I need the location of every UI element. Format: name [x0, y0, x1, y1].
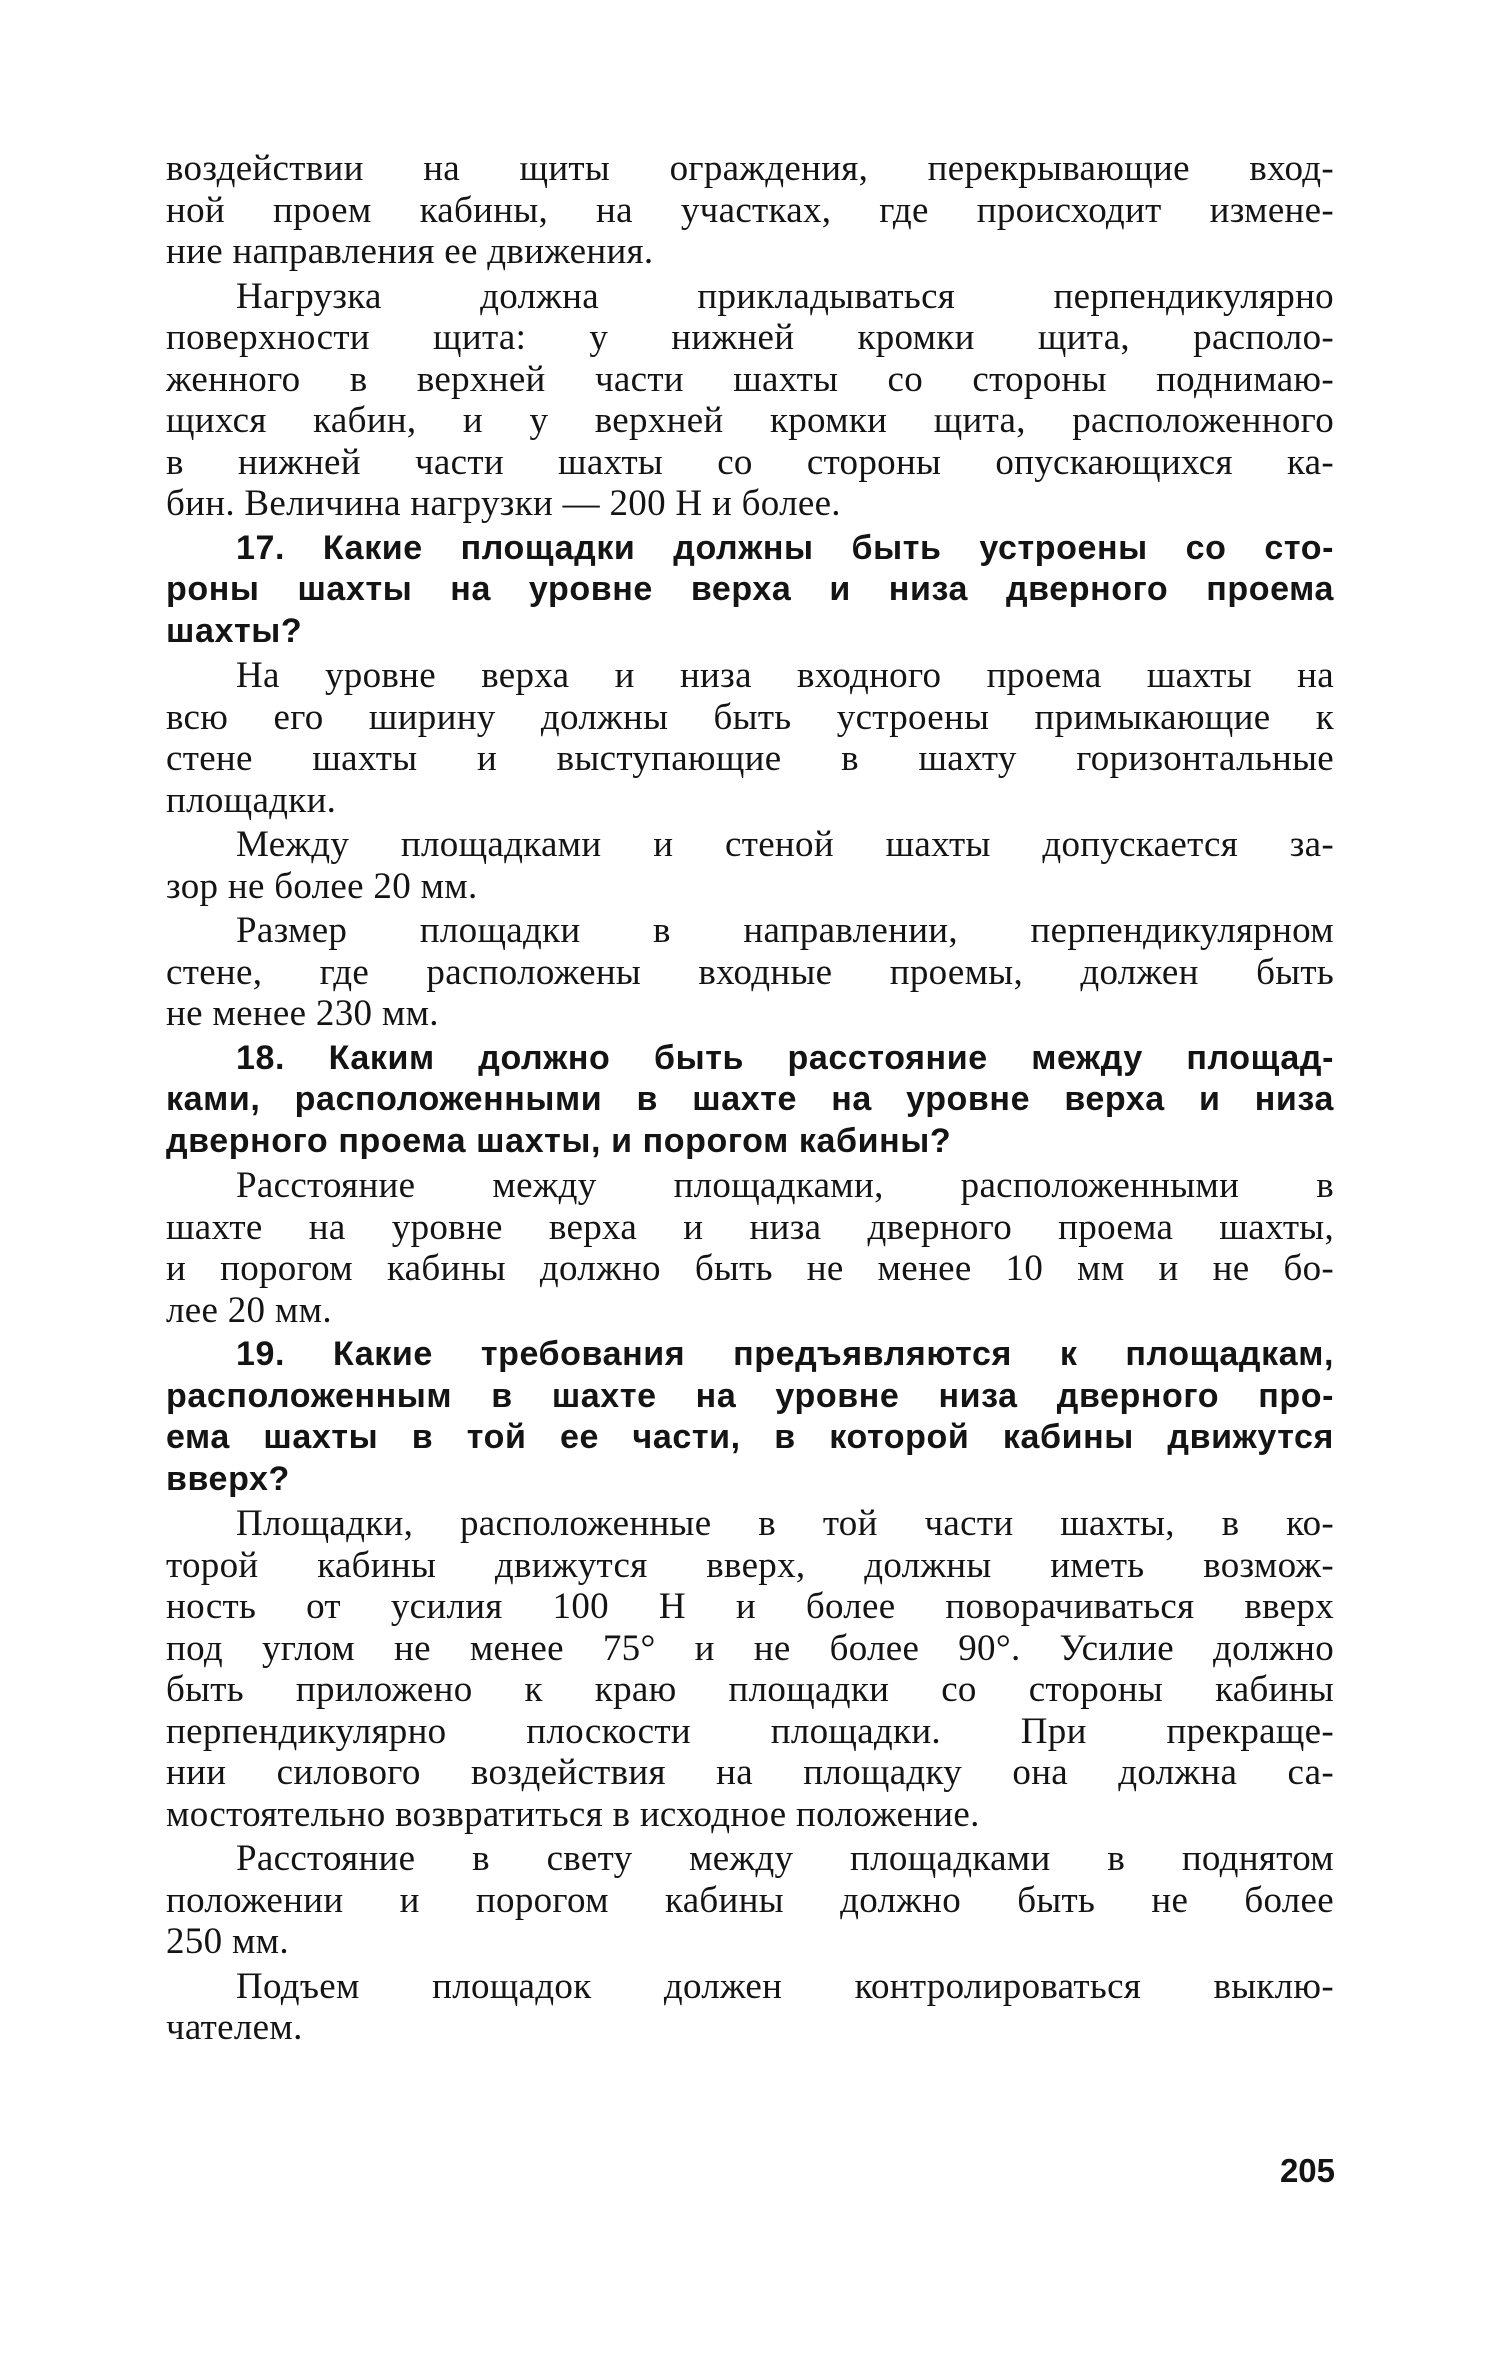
- text-line: стене шахты и выступающие в шахту горизонтальные: [166, 738, 1334, 779]
- text-line: Между площадками и стеной шахты допускается за-: [236, 824, 1334, 865]
- text-line: Подъем площадок должен контролироваться выклю-: [236, 1965, 1334, 2007]
- text-paragraph: [166, 276, 1334, 525]
- text-line: мостоятельно возвратиться в исходное положение.: [166, 1793, 980, 1835]
- text-line: дверного проема шахты, и порогом кабины?: [166, 1121, 952, 1160]
- text-line: Размер площадки в направлении, перпендикулярном: [236, 910, 1334, 951]
- text-line: роны шахты на уровне верха и низа дверного проема: [166, 570, 1334, 608]
- text-line: поверхности щита: у нижней кромки щита, располо-: [166, 317, 1334, 358]
- text-paragraph: [166, 910, 1334, 1035]
- text-line: положении и порогом кабины должно быть не более: [166, 1879, 1334, 1921]
- text-line: воздействии на щиты ограждения, перекрывающие вход-: [166, 148, 1334, 189]
- text-line: лее 20 мм.: [166, 1289, 332, 1331]
- text-line: вверх?: [166, 1459, 290, 1498]
- text-line: 17. Какие площадки должны быть устроены со сто-: [236, 528, 1334, 567]
- text-paragraph: [166, 148, 1334, 273]
- text-line: в нижней части шахты со стороны опускающихся ка-: [166, 441, 1334, 483]
- page-number: 205: [1279, 2152, 1335, 2189]
- text-line: 250 мм.: [166, 1921, 289, 1962]
- text-line: зор не более 20 мм.: [166, 865, 478, 907]
- text-line: перпендикулярно плоскости площадки. При прекраще-: [166, 1710, 1334, 1752]
- text-line: На уровне верха и низа входного проема шахты на: [236, 655, 1334, 696]
- text-line: шахты?: [166, 611, 303, 650]
- text-line: ема шахты в той ее части, в которой кабины движутся: [166, 1418, 1334, 1456]
- text-line: ками, расположенными в шахте на уровне верха и низа: [166, 1080, 1334, 1118]
- text-paragraph: [166, 824, 1334, 907]
- text-line: ной проем кабины, на участках, где происходит измене-: [166, 189, 1334, 231]
- text-line: Нагрузка должна прикладываться перпендикулярно: [236, 275, 1334, 317]
- text-paragraph: [166, 655, 1334, 821]
- text-paragraph: [166, 1838, 1334, 1963]
- text-line: чателем.: [166, 2007, 303, 2048]
- text-line: бин. Величина нагрузки — 200 Н и более.: [166, 483, 841, 524]
- question-paragraph: [166, 528, 1334, 653]
- text-line: нии силового воздействия на площадку она должна са-: [166, 1752, 1334, 1793]
- text-paragraph: [166, 1165, 1334, 1331]
- text-line: шахте на уровне верха и низа дверного проема шахты,: [166, 1206, 1334, 1248]
- text-line: стене, где расположены входные проемы, должен быть: [166, 951, 1334, 993]
- text-line: Расстояние в свету между площадками в поднятом: [236, 1838, 1334, 1879]
- text-line: Площадки, расположенные в той части шахты, в ко-: [236, 1503, 1334, 1544]
- text-line: под углом не менее 75° и не более 90°. Усилие должно: [166, 1627, 1334, 1669]
- text-line: торой кабины движутся вверх, должны иметь возмож-: [166, 1544, 1334, 1586]
- text-line: 18. Каким должно быть расстояние между площад-: [236, 1038, 1334, 1077]
- text-line: женного в верхней части шахты со стороны поднимаю-: [166, 358, 1334, 400]
- text-line: не менее 230 мм.: [166, 993, 439, 1034]
- text-line: всю его ширину должны быть устроены примыкающие к: [166, 696, 1334, 738]
- text-line: быть приложено к краю площадки со стороны кабины: [166, 1669, 1334, 1710]
- body-text: [166, 148, 1334, 2049]
- text-line: ние направления ее движения.: [166, 231, 654, 272]
- question-paragraph: [166, 1334, 1334, 1500]
- text-line: Расстояние между площадками, расположенными в: [236, 1165, 1334, 1206]
- text-line: и порогом кабины должно быть не менее 10 мм и не бо-: [166, 1248, 1334, 1289]
- text-line: ность от усилия 100 Н и более поворачиваться вверх: [166, 1586, 1334, 1627]
- text-line: щихся кабин, и у верхней кромки щита, расположенного: [166, 400, 1334, 441]
- text-paragraph: [166, 1966, 1334, 2049]
- text-paragraph: [166, 1503, 1334, 1835]
- question-paragraph: [166, 1038, 1334, 1163]
- text-line: площадки.: [166, 779, 337, 821]
- text-line: 19. Какие требования предъявляются к площадкам,: [236, 1335, 1334, 1373]
- text-line: расположенным в шахте на уровне низа дверного про-: [166, 1376, 1334, 1415]
